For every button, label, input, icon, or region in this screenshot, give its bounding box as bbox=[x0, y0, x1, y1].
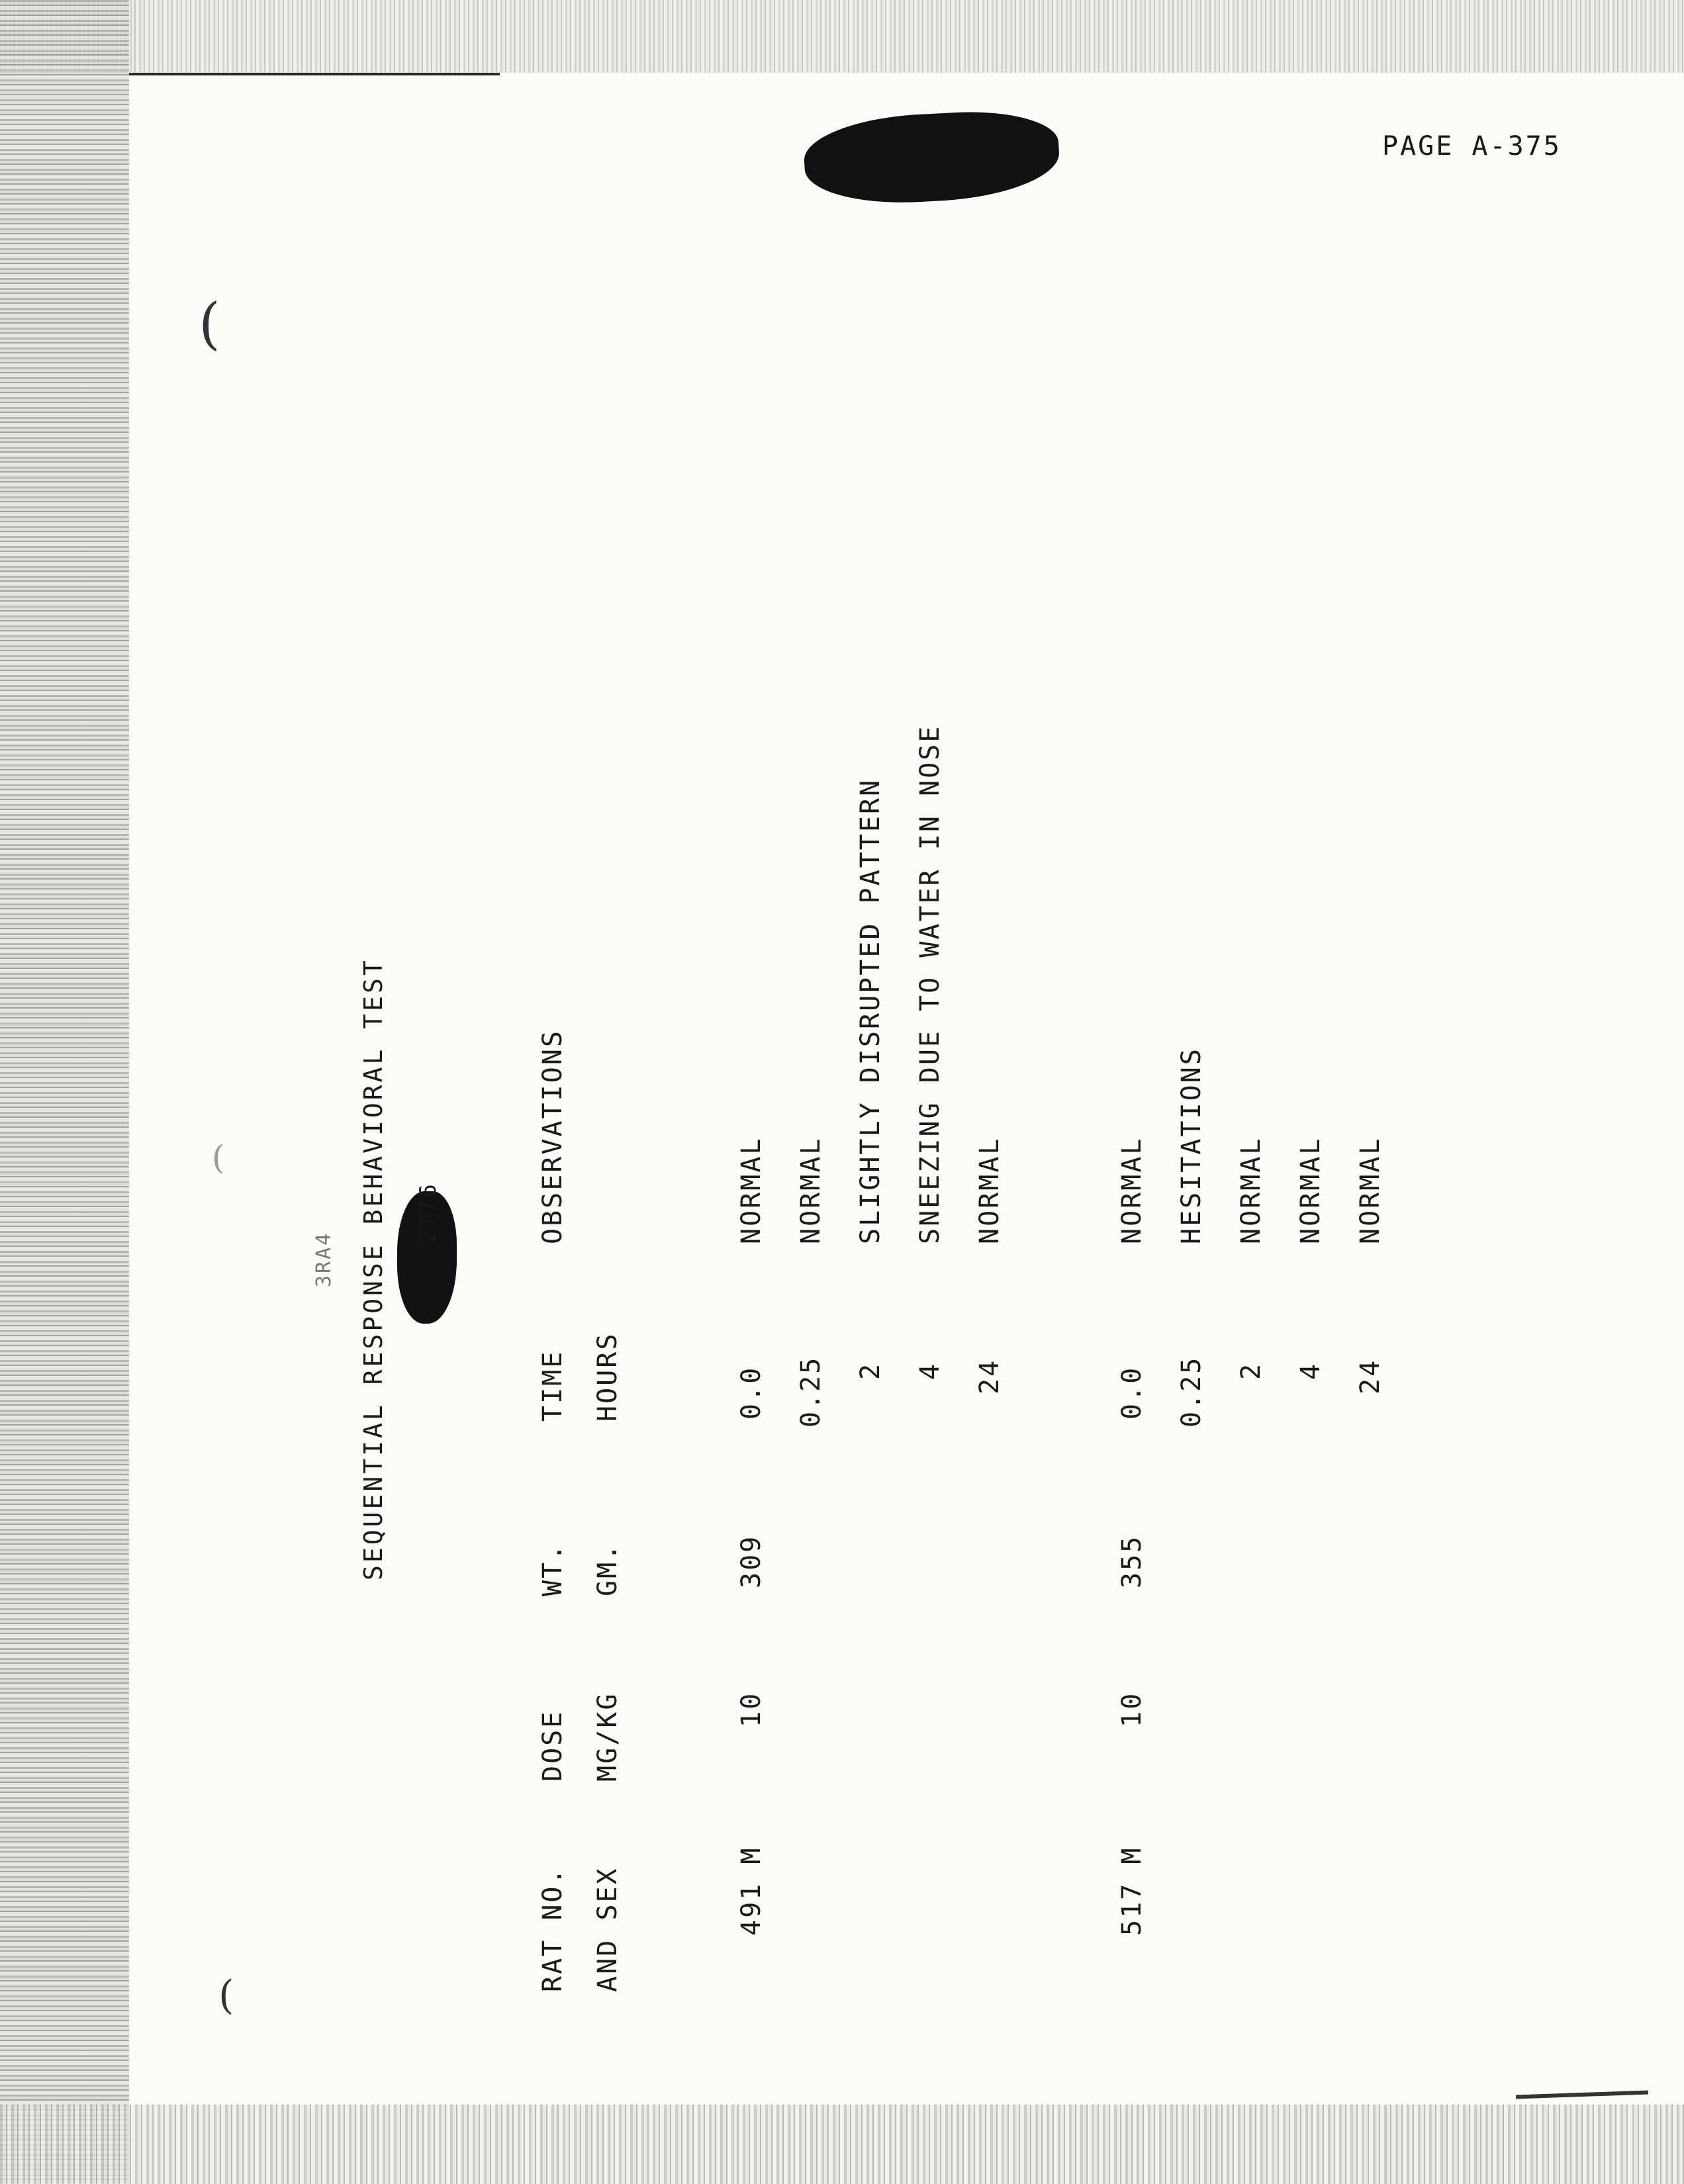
header-time: TIME bbox=[538, 1349, 568, 1422]
row-observation: NORMAL bbox=[796, 1136, 826, 1244]
header-time-unit: HOURS bbox=[592, 1332, 623, 1422]
header-rat-no: RAT NO. bbox=[538, 1866, 568, 1992]
row-observation: NORMAL bbox=[1117, 1136, 1147, 1244]
header-dose-unit: MG/KG bbox=[592, 1692, 623, 1782]
row-observation: HESITATIONS bbox=[1176, 1047, 1207, 1244]
rat-weight: 309 bbox=[736, 1534, 767, 1588]
row-observation: SNEEZING DUE TO WATER IN NOSE bbox=[915, 724, 945, 1244]
row-time: 2 bbox=[1236, 1361, 1266, 1380]
row-time: 0.0 bbox=[1117, 1365, 1147, 1420]
header-wt: WT. bbox=[538, 1542, 568, 1596]
row-time: 0.0 bbox=[736, 1365, 767, 1420]
header-wt-unit: GM. bbox=[592, 1542, 623, 1596]
row-time: 24 bbox=[974, 1358, 1005, 1394]
margin-mark-bottom: ( bbox=[218, 1972, 234, 2019]
row-time: 0.25 bbox=[796, 1355, 826, 1428]
row-time: 24 bbox=[1355, 1358, 1385, 1394]
row-observation: SLIGHTLY DISRUPTED PATTERN bbox=[855, 778, 886, 1244]
header-dose: DOSE bbox=[538, 1709, 568, 1782]
row-time: 4 bbox=[915, 1361, 945, 1380]
page-number: PAGE A-375 bbox=[1382, 131, 1562, 161]
document-code: 2776 bbox=[415, 1182, 442, 1244]
header-and-sex: AND SEX bbox=[592, 1866, 623, 1992]
row-observation: NORMAL bbox=[736, 1136, 767, 1244]
faint-mark: 3RA4 bbox=[312, 1231, 336, 1287]
rat-dose: 10 bbox=[736, 1691, 767, 1727]
rat-id: 517 M bbox=[1117, 1846, 1147, 1936]
row-time: 4 bbox=[1295, 1361, 1326, 1380]
row-time: 0.25 bbox=[1176, 1355, 1207, 1428]
rat-dose: 10 bbox=[1117, 1691, 1147, 1727]
margin-mark-middle: ( bbox=[212, 1138, 225, 1177]
rat-weight: 355 bbox=[1117, 1534, 1147, 1588]
row-time: 2 bbox=[855, 1361, 886, 1380]
document-title: SEQUENTIAL RESPONSE BEHAVIORAL TEST bbox=[359, 958, 388, 1580]
margin-mark-top: ( bbox=[199, 291, 220, 356]
row-observation: NORMAL bbox=[974, 1136, 1005, 1244]
header-observations: OBSERVATIONS bbox=[538, 1029, 568, 1244]
row-observation: NORMAL bbox=[1355, 1136, 1385, 1244]
rat-id: 491 M bbox=[736, 1846, 767, 1936]
row-observation: NORMAL bbox=[1236, 1136, 1266, 1244]
row-observation: NORMAL bbox=[1295, 1136, 1326, 1244]
